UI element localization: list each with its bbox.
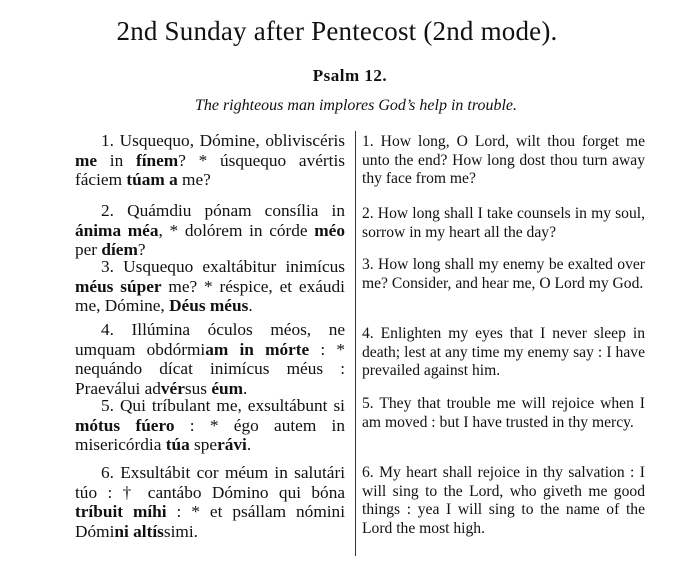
english-verse-4: 4. Enlighten my eyes that I never sleep in death; lest at any time my enemy say : I have prevailed against him.	[362, 325, 645, 380]
english-verse-2: 2. How long shall I take counsels in my soul, sorrow in my heart all the day?	[362, 205, 645, 241]
latin-verse-6: 6. Exsultábit cor méum in salutári túo : † cantábo Dómino qui bóna tríbuit míhi : * et psállam nómini Dómini altíssimi.	[75, 463, 346, 541]
psalm-subtitle: The righteous man implores God’s help in trouble.	[194, 97, 518, 114]
latin-verse-1: 1. Usquequo, Dómine, obliviscéris me in fínem? * úsquequo avértis fáciem túam a me?	[75, 131, 345, 189]
latin-verse-5: 5. Qui tríbulant me, exsultábunt si mótus fúero : * égo autem in misericórdia túa sperávi.	[75, 396, 345, 454]
english-verse-1: 1. How long, O Lord, wilt thou forget me unto the end? How long dost thou turn away thy face from me?	[362, 133, 645, 188]
english-verse-3: 3. How long shall my enemy be exalted over me? Consider, and hear me, O Lord my God.	[362, 256, 645, 292]
english-verse-6: 6. My heart shall rejoice in thy salvation : I will sing to the Lord, who giveth me good things : yea I will sing to the name of the Lord the most high.	[362, 464, 645, 538]
latin-verse-4: 4. Illúmina óculos méos, ne umquam obdórmiam in mórte : * nequándo dícat inimícus méus : Praeválui advérsus éum.	[75, 320, 345, 398]
page-title: 2nd Sunday after Pentecost (2nd mode).	[116, 16, 558, 46]
latin-verse-2: 2. Quámdiu pónam consília in ánima méa, * dolórem in córde méo per díem?	[75, 201, 345, 259]
latin-verse-3: 3. Usquequo exaltábitur inimícus méus súper me? * réspice, et exáudi me, Dómine, Déus méus.	[75, 257, 345, 315]
column-divider	[355, 131, 356, 556]
english-verse-5: 5. They that trouble me will rejoice when I am moved : but I have trusted in thy mercy.	[362, 395, 645, 431]
psalm-heading: Psalm 12.	[312, 66, 388, 85]
